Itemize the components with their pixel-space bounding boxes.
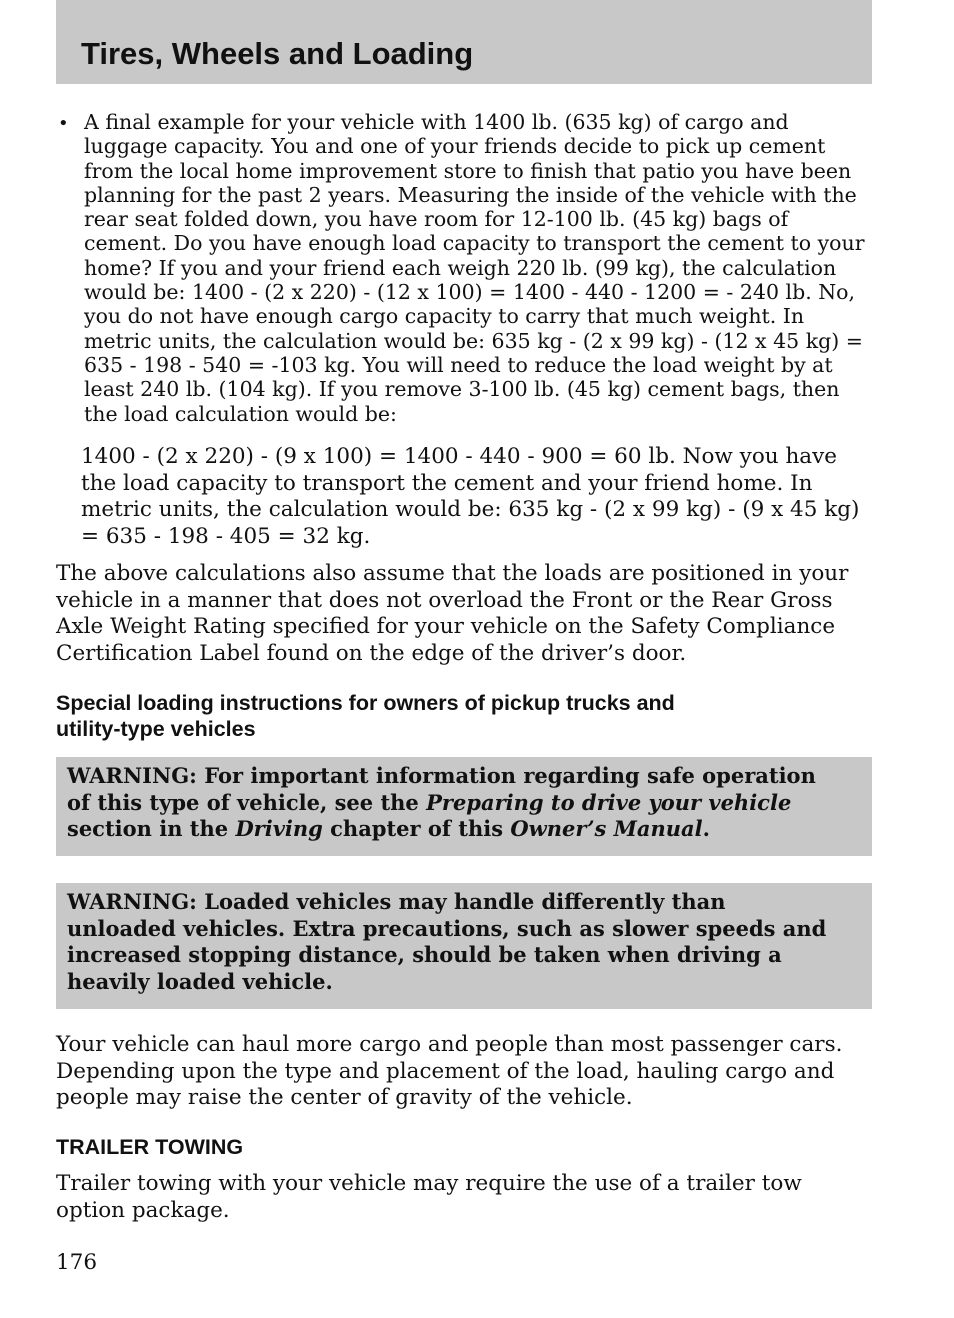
warning-text [67, 889, 862, 995]
warning-line: of this type of vehicle, see the [67, 789, 427, 815]
warning-box-vehicle-operation [56, 757, 872, 856]
page-number: 176 [56, 1250, 98, 1275]
reduced-load-calculation-paragraph: 1400 - (2 x 220) - (9 x 100) = 1400 - 440 - 900 = 60 lb. Now you have the load capacity to transport the cement and your friend home. In metric units, the calculation would be: 635 kg - (2 x 99 kg) - (9 x 45 kg) = 635 - 198 - 405 = 32 kg. [81, 444, 860, 549]
manual-name: Owner’s Manual [510, 816, 703, 841]
warning-line: WARNING: For important information regarding safe operation [67, 763, 816, 788]
warning-line: increased stopping distance, should be taken when driving a [67, 942, 782, 967]
warning-text [67, 763, 862, 843]
warning-box-loaded-vehicles [56, 883, 872, 1009]
warning-line: section in the [67, 816, 236, 841]
warning-line: WARNING: Loaded vehicles may handle differently than [67, 889, 726, 914]
bullet-icon: • [58, 113, 69, 134]
calculation-assumption-paragraph: The above calculations also assume that the loads are positioned in your vehicle in a manner that does not overload the Front or the Rear Gross Axle Weight Rating specified for your vehicle on the Safety Compliance Certification Label found on the edge of the driver’s door. [56, 561, 849, 666]
warning-line: unloaded vehicles. Extra precautions, such as slower speeds and [67, 915, 827, 941]
chapter-name: Driving [235, 816, 323, 841]
special-loading-heading-line2: utility-type vehicles [56, 717, 256, 741]
warning-line: chapter of this [322, 816, 511, 841]
chapter-reference: Preparing to drive your vehicle [426, 789, 792, 815]
cement-example-paragraph: A final example for your vehicle with 1400 lb. (635 kg) of cargo and luggage capacity. You and one of your friends decide to pick up cement from the local home improvement store to finish that patio you have been planning for the past 2 years. Measuring the inside of the vehicle with the rear seat folded down, you have room for 12-100 lb. (45 kg) bags of cement. Do you have enough load capacity to transport the cement to your home? If you and your friend each weigh 220 lb. (99 kg), the calculation would be: 1400 - (2 x 220) - (12 x 100) = 1400 - 440 - 1200 = - 240 lb. No, you do not have enough cargo capacity to carry that much weight. In metric units, the calculation would be: 635 kg - (2 x 99 kg) - (12 x 45 kg) = 635 - 198 - 540 = -103 kg. You will need to reduce the load weight by at least 240 lb. (104 kg). If you remove 3-100 lb. (45 kg) cement bags, then the load calculation would be: [84, 110, 865, 426]
warning-line: heavily loaded vehicle. [67, 968, 333, 994]
trailer-towing-heading: TRAILER TOWING [56, 1135, 244, 1159]
haul-cargo-paragraph: Your vehicle can haul more cargo and people than most passenger cars. Depending upon the type and placement of the load, hauling cargo and people may raise the center of gravity of the vehicle. [56, 1032, 843, 1110]
special-loading-heading [56, 690, 872, 742]
special-loading-heading-line1: Special loading instructions for owners of pickup trucks and [56, 691, 675, 715]
warning-line: . [702, 816, 710, 841]
trailer-towing-paragraph: Trailer towing with your vehicle may require the use of a trailer tow option package. [56, 1171, 802, 1223]
section-header-bar [56, 0, 872, 84]
section-title: Tires, Wheels and Loading [81, 36, 474, 71]
